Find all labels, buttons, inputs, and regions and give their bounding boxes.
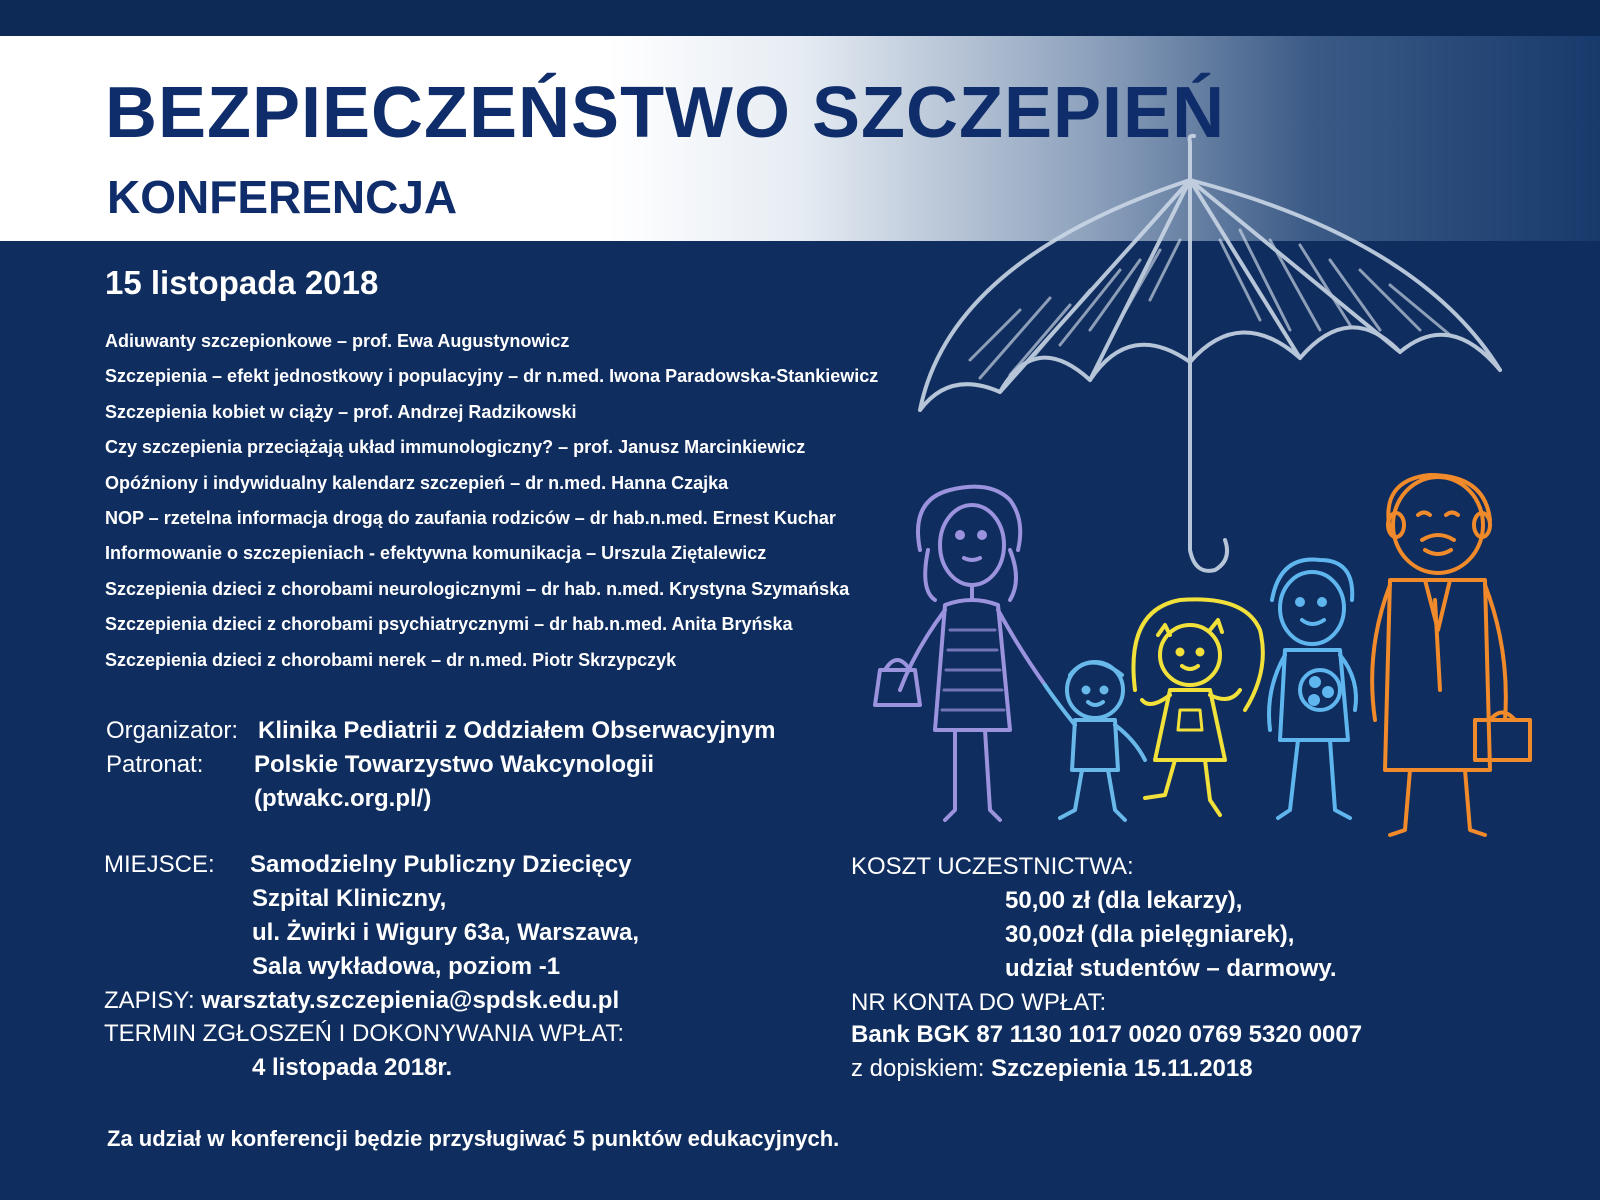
cost-line-text: 50,00 zł (dla lekarzy), — [1005, 887, 1243, 914]
venue-line — [252, 882, 446, 916]
cost-line-text: 30,00zł (dla pielęgniarek), — [1005, 921, 1295, 948]
deadline-date: 4 listopada 2018r. — [252, 1054, 453, 1081]
organizer-value — [258, 714, 776, 748]
registration-email[interactable]: warsztaty.szczepienia@spdsk.edu.pl — [201, 987, 620, 1014]
family-under-umbrella-illustration — [860, 130, 1600, 850]
patronage-value — [254, 748, 654, 782]
talk-item: Szczepienia dzieci z chorobami psychiatrycznymi – dr hab.n.med. Anita Bryńska — [105, 614, 793, 635]
talk-item: Adiuwanty szczepionkowe – prof. Ewa Augustynowicz — [105, 331, 570, 351]
talk-item: NOP – rzetelna informacja drogą do zaufania rodziców – dr hab.n.med. Ernest Kuchar — [105, 507, 836, 528]
venue-line — [252, 916, 639, 950]
venue-line-text: Sala wykładowa, poziom -1 — [252, 953, 561, 980]
account-number-text: Bank BGK 87 1130 1017 0020 0769 5320 0007 — [851, 1021, 1363, 1048]
organizer-label: Organizator: — [106, 717, 239, 744]
venue-label: MIEJSCE: — [104, 851, 215, 878]
venue-line — [250, 848, 631, 882]
talk-item: Opóźniony i indywidualny kalendarz szczepień – dr n.med. Hanna Czajka — [105, 472, 729, 493]
page-subtitle: KONFERENCJA — [107, 171, 458, 223]
mother-figure-icon — [875, 487, 1045, 820]
girl-figure-icon — [1133, 599, 1262, 815]
top-strip — [0, 0, 1600, 36]
venue-line-text: Samodzielny Publiczny Dziecięcy — [250, 851, 632, 878]
cost-line — [1005, 952, 1337, 986]
venue-line-text: Szpital Kliniczny, — [252, 885, 447, 912]
talk-item: Szczepienia dzieci z chorobami neurologicznymi – dr hab. n.med. Krystyna Szymańska — [105, 578, 850, 599]
deadline-label: TERMIN ZGŁOSZEŃ I DOKONYWANIA WPŁAT: — [104, 1020, 625, 1047]
patronage-url — [254, 782, 431, 816]
cost-line — [1005, 884, 1242, 918]
cost-line — [1005, 918, 1294, 952]
talk-list — [105, 330, 878, 684]
venue-line — [252, 950, 560, 984]
cost-line-text: udział studentów – darmowy. — [1005, 955, 1337, 982]
account-number — [851, 1018, 1362, 1052]
umbrella-icon — [920, 136, 1500, 571]
talk-item: Informowanie o szczepieniach - efektywna komunikacja – Urszula Ziętalewicz — [105, 543, 767, 564]
father-figure-icon — [1372, 475, 1530, 835]
older-boy-figure-icon — [1269, 560, 1356, 819]
talk-item: Szczepienia dzieci z chorobami nerek – dr n.med. Piotr Skrzypczyk — [105, 649, 677, 670]
deadline-value — [252, 1051, 452, 1085]
talk-item: Czy szczepienia przeciążają układ immunologiczny? – prof. Janusz Marcinkiewicz — [105, 437, 806, 458]
account-note-label: z dopiskiem: — [851, 1055, 985, 1082]
venue-line-text: ul. Żwirki i Wigury 63a, Warszawa, — [252, 919, 640, 946]
event-date: 15 listopada 2018 — [105, 264, 379, 301]
account-note-value: Szczepienia 15.11.2018 — [991, 1055, 1253, 1082]
talk-item: Szczepienia kobiet w ciąży – prof. Andrzej Radzikowski — [105, 401, 577, 422]
page-title: BEZPIECZEŃSTWO SZCZEPIEŃ — [105, 73, 1226, 153]
organizer-name: Klinika Pediatrii z Oddziałem Obserwacyjnym — [258, 717, 776, 744]
patronage-url-text: (ptwakc.org.pl/) — [254, 785, 432, 812]
small-boy-figure-icon — [1045, 662, 1145, 820]
account-label: NR KONTA DO WPŁAT: — [851, 989, 1107, 1016]
cost-label: KOSZT UCZESTNICTWA: — [851, 853, 1134, 880]
registration-label: ZAPISY: — [104, 987, 195, 1014]
talk-item: Szczepienia – efekt jednostkowy i populacyjny – dr n.med. Iwona Paradowska-Stankiewicz — [105, 366, 879, 387]
patronage-name: Polskie Towarzystwo Wakcynologii — [254, 751, 655, 778]
footer-note: Za udział w konferencji będzie przysługiwać 5 punktów edukacyjnych. — [107, 1126, 840, 1151]
patronage-label: Patronat: — [106, 751, 204, 778]
registration-row — [104, 984, 619, 1018]
account-note — [851, 1052, 1253, 1086]
